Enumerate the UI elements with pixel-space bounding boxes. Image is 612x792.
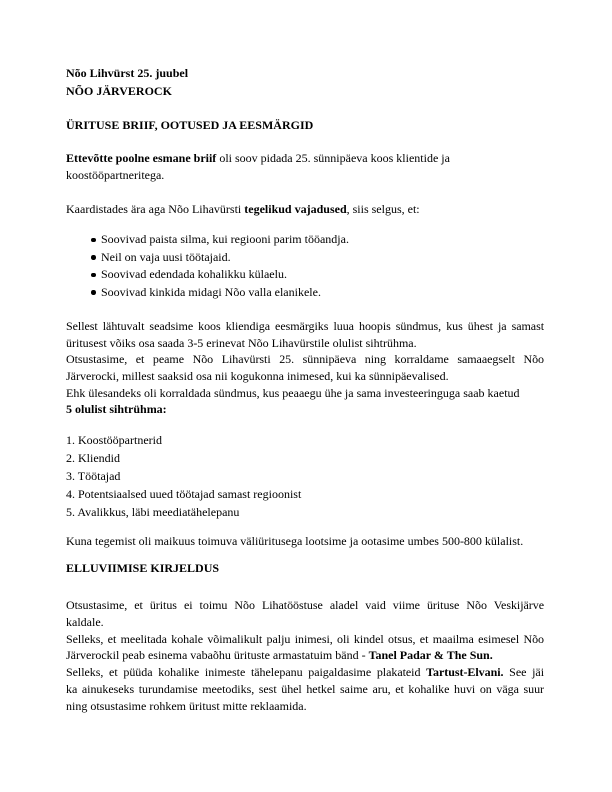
text-segment: Tartust-Elvani.	[426, 665, 504, 680]
text-line	[66, 201, 544, 218]
text-segment: , siis selgus, et:	[346, 202, 420, 216]
target-groups-list	[66, 431, 544, 521]
text-segment: Ettevõtte poolne esmane briif	[66, 151, 217, 165]
text-segment: Otsustasime, et peame Nõo Lihavürsti 25. sünnipäeva ning korraldame samaaegselt Nõo	[66, 352, 544, 367]
text-line	[66, 698, 544, 715]
text-line	[66, 167, 544, 184]
text-line	[66, 449, 544, 467]
bullet-list-item	[66, 284, 544, 302]
text-line	[66, 431, 544, 449]
text-segment: Selleks, et meelitada kohale võimalikult palju inimesi, oli kindel otsus, et maailma esimesel Nõo	[66, 631, 544, 646]
text-segment: Nõo Lihvürst 25. juubel	[66, 66, 189, 80]
needs-bullet-list	[66, 231, 544, 301]
text-segment: ÜRITUSE BRIIF, OOTUSED JA EESMÄRGID	[66, 118, 314, 132]
text-line	[66, 117, 544, 134]
para-initial-brief	[66, 150, 544, 184]
text-line	[66, 681, 544, 698]
text-segment: Otsustasime, et üritus ei toimu Nõo Lihatööstuse aladel vaid viime ürituse Nõo Veskijärve	[66, 598, 544, 612]
text-segment: 2. Kliendid	[66, 451, 120, 465]
text-segment: Neil on vaja uusi töötajaid.	[101, 249, 231, 264]
text-line	[66, 503, 544, 521]
text-segment: Tanel Padar & The Sun.	[368, 648, 493, 663]
text-line	[66, 485, 544, 503]
text-segment: NÕO JÄRVEROCK	[66, 83, 172, 98]
text-segment: See jäi	[503, 665, 544, 680]
text-line	[66, 318, 544, 335]
text-line	[66, 351, 544, 368]
text-line	[66, 65, 544, 83]
text-line	[66, 614, 544, 631]
text-segment: üritusest võiks osa saada 3-5 erinevat Nõo Lihavürstile olulist sihtrühma.	[66, 335, 417, 350]
text-line	[66, 401, 544, 418]
text-segment: 4. Potentsiaalsed uued töötajad samast regioonist	[66, 487, 302, 501]
bullet-list-item	[66, 266, 544, 284]
text-line	[66, 631, 544, 648]
para-goal	[66, 318, 544, 418]
bullet-icon	[91, 290, 96, 295]
para-needs-intro	[66, 201, 544, 218]
para-execution	[66, 597, 544, 715]
text-segment: 1. Koostööpartnerid	[66, 433, 162, 447]
text-segment: oli soov pidada 25. sünnipäeva koos klientide ja	[216, 151, 450, 165]
text-line	[66, 533, 544, 550]
text-segment: 5. Avalikkus, läbi meediatähelepanu	[66, 505, 240, 519]
text-segment: Sellest lähtuvalt seadsime koos kliendiga eesmärgiks luua hoopis sündmus, kus ühest ja samast	[66, 319, 544, 333]
text-segment: 5 olulist sihtrühma:	[66, 402, 167, 417]
bullet-icon	[91, 255, 96, 260]
bullet-list-item	[66, 249, 544, 267]
text-segment: Järverocki, millest saaksid osa nii kogukonna inimesed, kui ka sünnipäevalised.	[66, 369, 449, 384]
text-segment: Soovivad edendada kohalikku külaelu.	[101, 267, 287, 281]
text-line	[66, 150, 544, 167]
text-line	[66, 368, 544, 385]
text-line	[66, 664, 544, 681]
text-segment: koostööpartneritega.	[66, 168, 165, 182]
text-segment: Soovivad paista silma, kui regiooni parim tööandja.	[101, 232, 349, 246]
text-segment: Soovivad kinkida midagi Nõo valla elanikele.	[101, 284, 321, 299]
text-line	[66, 647, 544, 664]
title-block	[66, 65, 544, 100]
text-segment: Kaardistades ära aga Nõo Lihavürsti	[66, 202, 245, 216]
text-segment: kaldale.	[66, 614, 104, 629]
text-line	[66, 335, 544, 352]
text-segment: Ehk ülesandeks oli korraldada sündmus, kus peaaegu ühe ja sama investeeringuga saab kaetud	[66, 385, 520, 400]
bullet-list-item	[66, 231, 544, 249]
bullet-icon	[91, 273, 96, 278]
text-segment: tegelikud vajadused	[244, 202, 347, 216]
text-segment: Selleks, et püüda kohalike inimeste tähelepanu paigaldasime plakateid	[66, 665, 427, 680]
text-line	[66, 467, 544, 485]
text-line	[66, 597, 544, 614]
bullet-icon	[91, 238, 96, 243]
text-segment: Järverockil peab esinema vabaõhu ürituste armastatuim bänd -	[66, 648, 369, 663]
text-line	[66, 560, 544, 577]
text-line	[66, 385, 544, 402]
text-segment: Kuna tegemist oli maikuus toimuva väliüritusega lootsime ja ootasime umbes 500-800 külalist.	[66, 534, 524, 548]
text-segment: ka ainukeseks turundamise meetodiks, sest ühel hetkel saime aru, et kohalike huvi on väga suur	[66, 681, 544, 696]
text-segment: ELLUVIIMISE KIRJELDUS	[66, 561, 220, 575]
section-heading-execution	[66, 560, 544, 577]
text-segment: 3. Töötajad	[66, 469, 121, 483]
text-segment: ning otsustasime rohkem üritust mitte reklaamida.	[66, 698, 307, 713]
section-heading-brief	[66, 117, 544, 134]
text-line	[66, 83, 544, 101]
para-attendance	[66, 533, 544, 550]
